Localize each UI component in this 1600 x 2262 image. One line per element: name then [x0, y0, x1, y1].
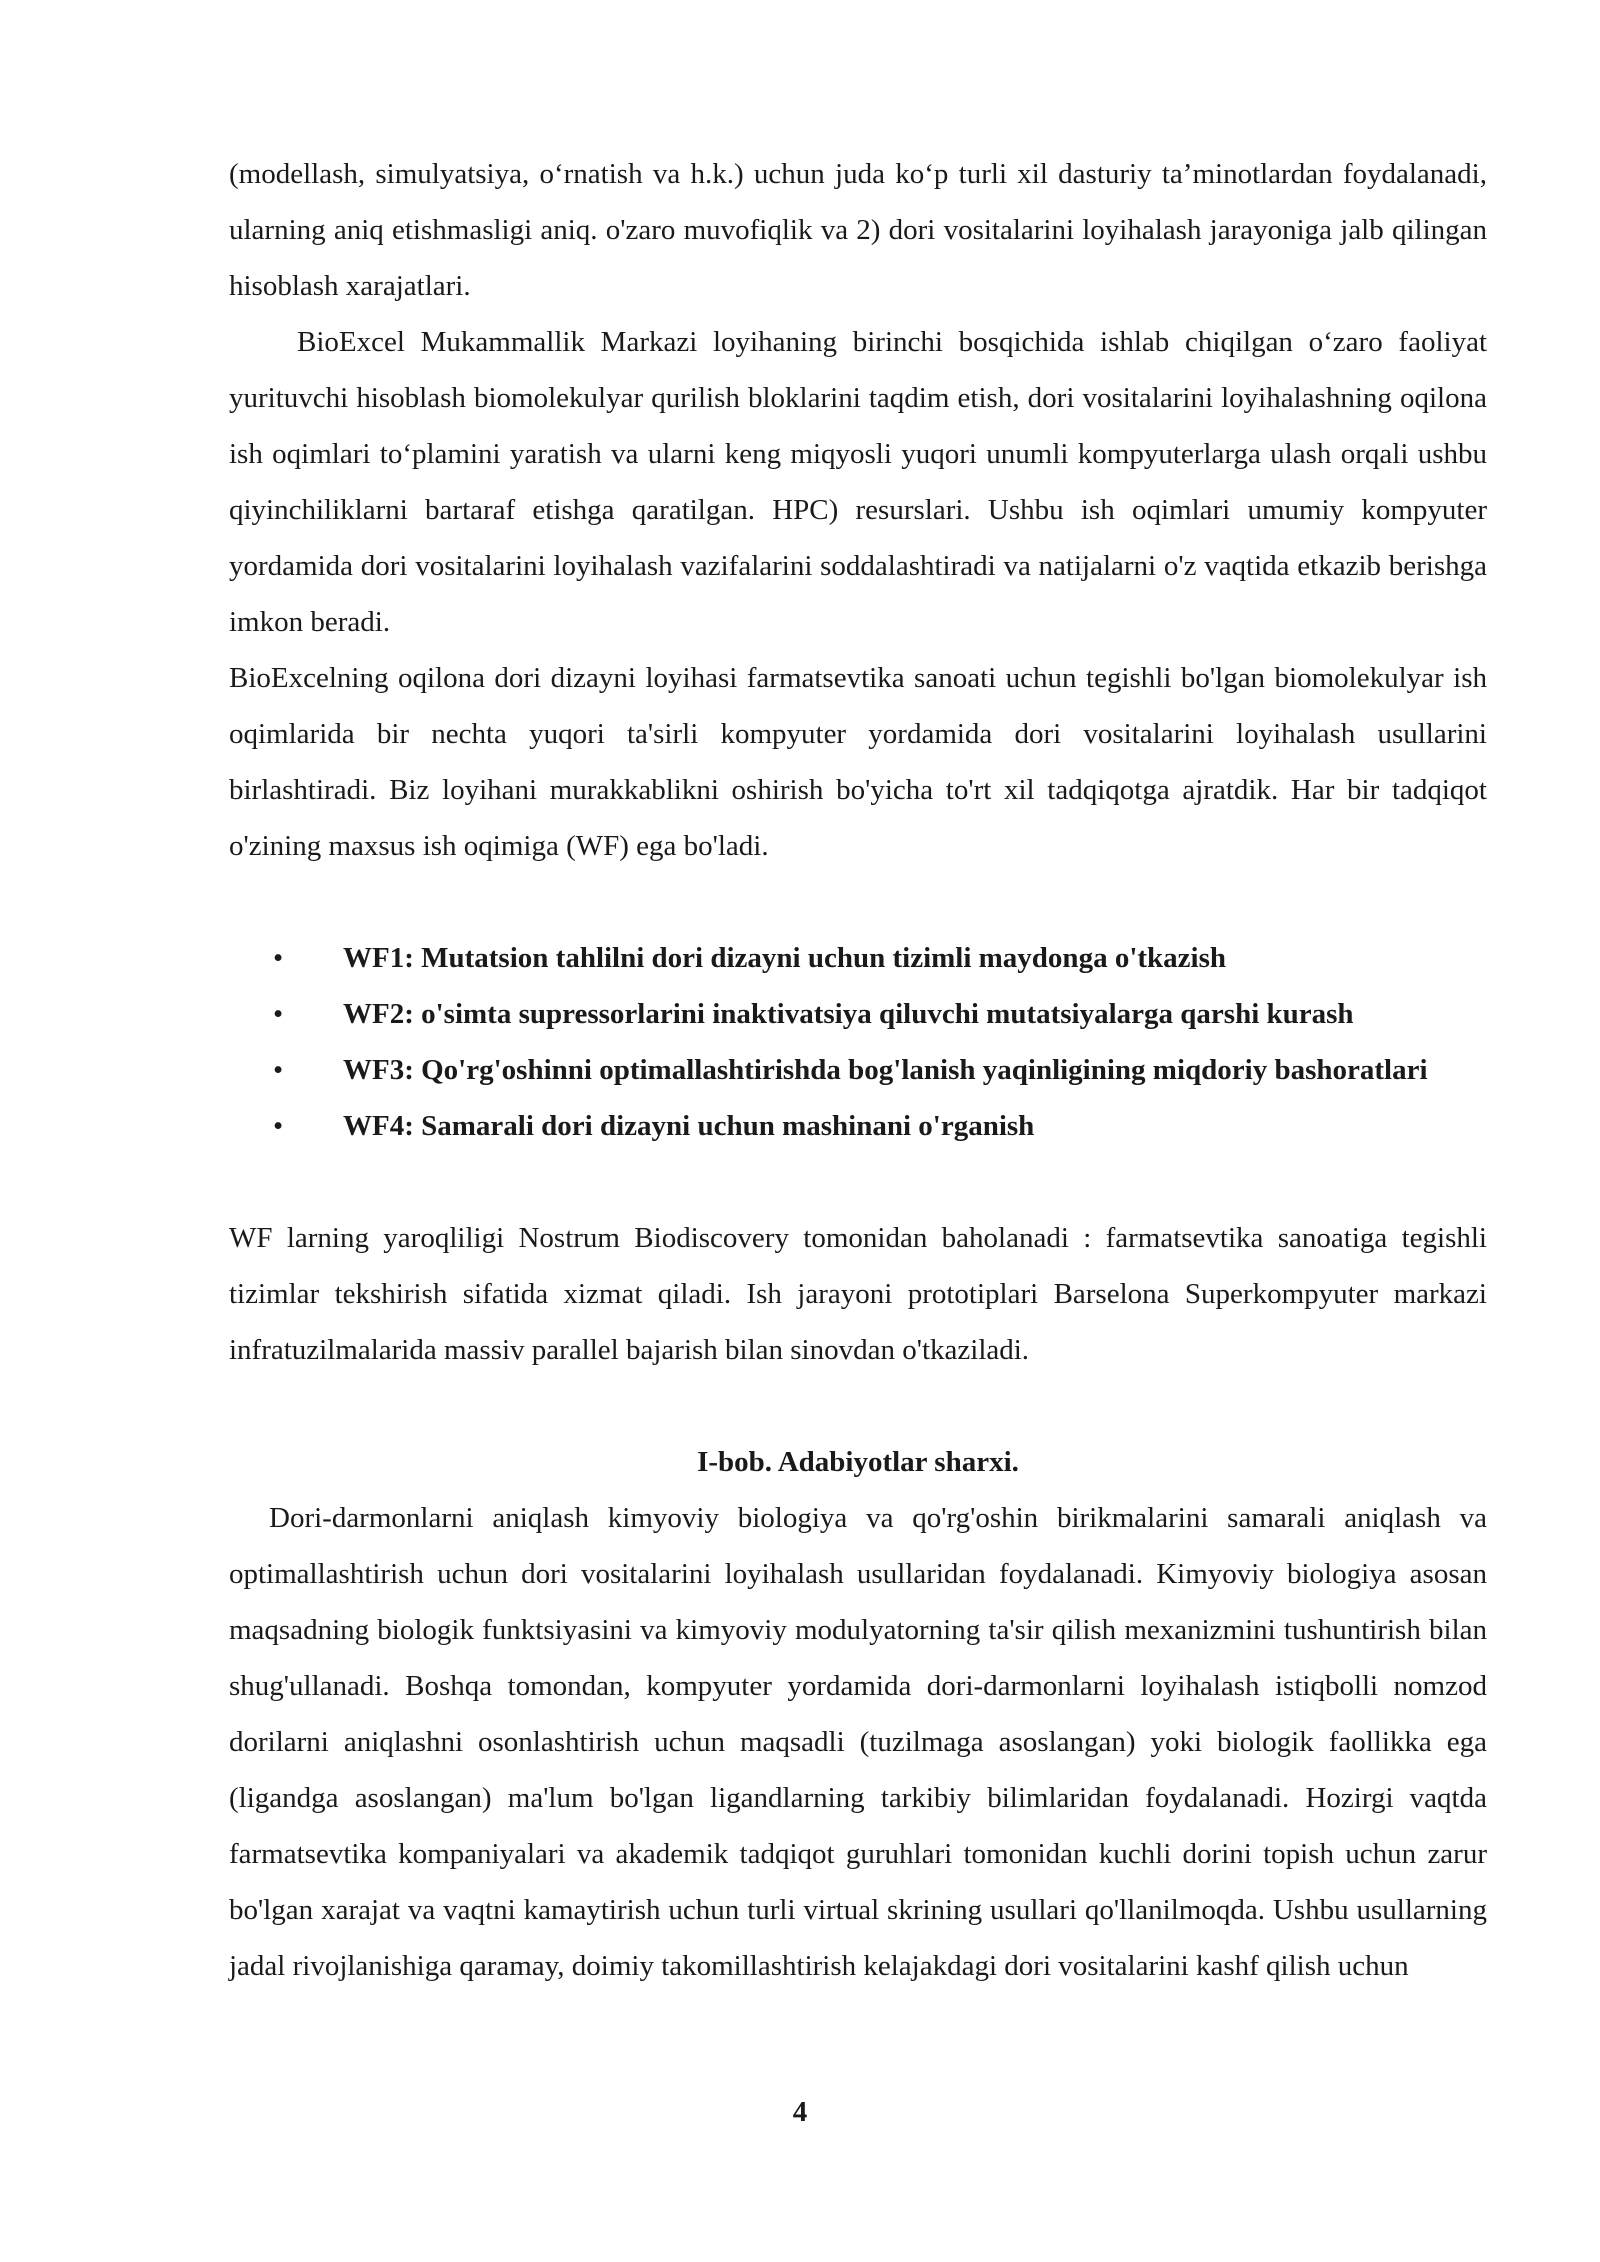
- bullet-icon: •: [273, 1110, 284, 1142]
- bullet-icon: •: [273, 1054, 284, 1086]
- workflow-list: [229, 930, 1487, 1154]
- workflow-list-item: [229, 1098, 1487, 1154]
- workflow-item-text: WF4: Samarali dori dizayni uchun mashinani o'rganish: [343, 1110, 1035, 1142]
- workflow-item-text: WF2: o'simta supressorlarini inaktivatsiya qiluvchi mutatsiyalarga qarshi kurash: [343, 998, 1354, 1030]
- paragraph-intro-continuation: (modellash, simulyatsiya, o‘rnatish va h.k.) uchun juda ko‘p turli xil dasturiy ta’minotlardan foydalanadi, ularning aniq etishmasligi aniq. o'zaro muvofiqlik va 2) dori vositalarini loyihalash jarayoniga jalb qilingan hisoblash xarajatlari.: [229, 158, 1487, 302]
- workflow-list-item: [229, 1042, 1487, 1098]
- bullet-icon: •: [273, 942, 284, 974]
- workflow-item-text: WF3: Qo'rg'oshinni optimallashtirishda bog'lanish yaqinligining miqdoriy bashoratlari: [343, 1054, 1428, 1086]
- workflow-item-text: WF1: Mutatsion tahlilni dori dizayni uchun tizimli maydonga o'tkazish: [343, 942, 1226, 974]
- page-number: 4: [792, 2096, 808, 2128]
- workflow-list-item: [229, 986, 1487, 1042]
- workflow-list-item: [229, 930, 1487, 986]
- section-heading: I-bob. Adabiyotlar sharxi.: [697, 1446, 1019, 1478]
- paragraph-validation: WF larning yaroqliligi Nostrum Biodiscovery tomonidan baholanadi : farmatsevtika sanoatiga tegishli tizimlar tekshirish sifatida xizmat qiladi. Ish jarayoni prototiplari Barselona Superkompyuter markazi infratuzilmalarida massiv parallel bajarish bilan sinovdan o'tkaziladi.: [229, 1222, 1487, 1366]
- document-page: [229, 146, 1487, 1994]
- paragraph-bioexcel-design: BioExcelning oqilona dori dizayni loyihasi farmatsevtika sanoati uchun tegishli bo'lgan biomolekulyar ish oqimlarida bir nechta yuqori ta'sirli kompyuter yordamida dori vositalarini loyihalash usullarini birlashtiradi. Biz loyihani murakkablikni oshirish bo'yicha to'rt xil tadqiqotga ajratdik. Har bir tadqiqot o'zining maxsus ish oqimiga (WF) ega bo'ladi.: [229, 662, 1487, 862]
- paragraph-bioexcel-center: BioExcel Mukammallik Markazi loyihaning birinchi bosqichida ishlab chiqilgan o‘zaro faoliyat yurituvchi hisoblash biomolekulyar qurilish bloklarini taqdim etish, dori vositalarini loyihalashning oqilona ish oqimlari to‘plamini yaratish va ularni keng miqyosli yuqori unumli kompyuterlarga ulash orqali ushbu qiyinchiliklarni bartaraf etishga qaratilgan. HPC) resurslari. Ushbu ish oqimlari umumiy kompyuter yordamida dori vositalarini loyihalash vazifalarini soddalashtiradi va natijalarni o'z vaqtida etkazib berishga imkon beradi.: [229, 326, 1487, 638]
- paragraph-literature-review: Dori-darmonlarni aniqlash kimyoviy biologiya va qo'rg'oshin birikmalarini samarali aniqlash va optimallashtirish uchun dori vositalarini loyihalash usullaridan foydalanadi. Kimyoviy biologiya asosan maqsadning biologik funktsiyasini va kimyoviy modulyatorning ta'sir qilish mexanizmini tushuntirish bilan shug'ullanadi. Boshqa tomondan, kompyuter yordamida dori-darmonlarni loyihalash istiqbolli nomzod dorilarni aniqlashni osonlashtirish uchun maqsadli (tuzilmaga asoslangan) yoki biologik faollikka ega (ligandga asoslangan) ma'lum bo'lgan ligandlarning tarkibiy bilimlaridan foydalanadi. Hozirgi vaqtda farmatsevtika kompaniyalari va akademik tadqiqot guruhlari tomonidan kuchli dorini topish uchun zarur bo'lgan xarajat va vaqtni kamaytirish uchun turli virtual skrining usullari qo'llanilmoqda. Ushbu usullarning jadal rivojlanishiga qaramay, doimiy takomillashtirish kelajakdagi dori vositalarini kashf qilish uchun: [229, 1502, 1487, 1982]
- bullet-icon: •: [273, 998, 284, 1030]
